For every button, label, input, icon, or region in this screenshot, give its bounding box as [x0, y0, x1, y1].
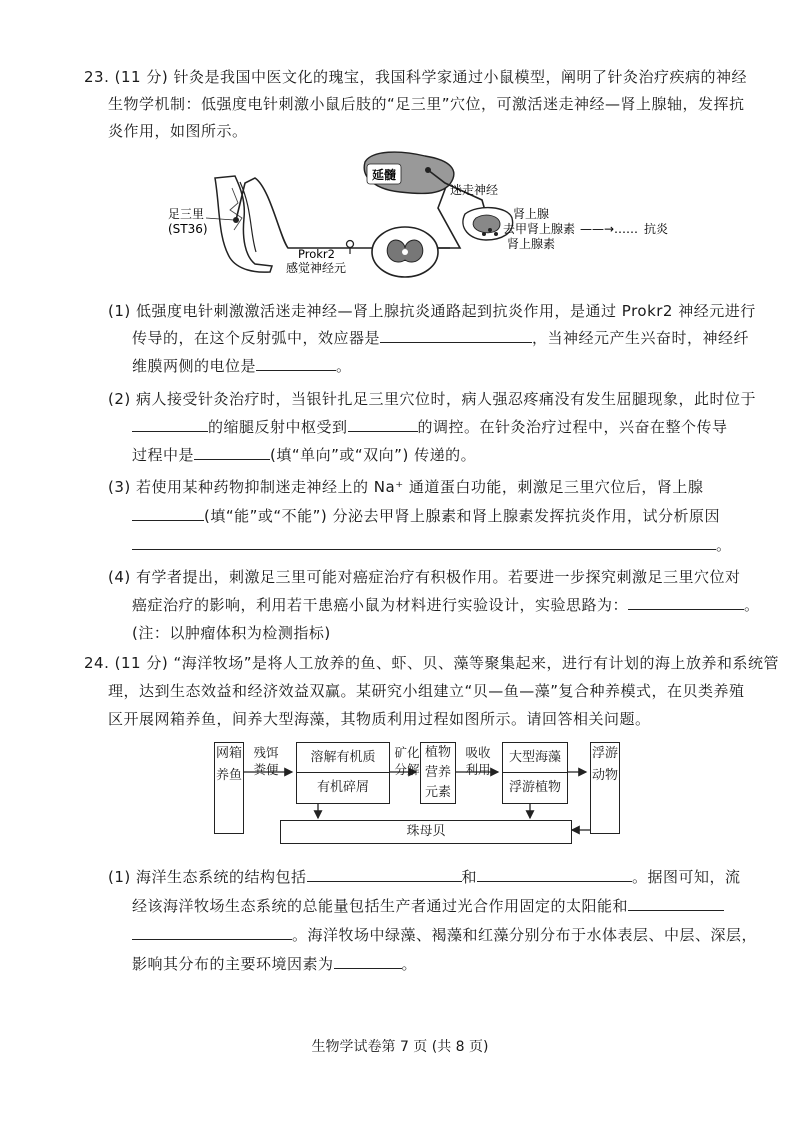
q23-p4-line2 — [132, 594, 760, 616]
q23-p3-line2 — [132, 505, 720, 527]
q23-p2-line1: (2) 病人接受针灸治疗时，当银针扎足三里穴位时，病人强忍疼痛没有发生屈腿现象，此时位于 — [108, 390, 757, 408]
box-zooplankton: 浮游动物 — [590, 742, 620, 834]
q24-p1-line4 — [132, 953, 417, 975]
adrenal-label: 肾上腺 — [513, 207, 550, 221]
sensory-neuron-label: 感觉神经元 — [286, 261, 347, 275]
answer-blank-experiment-design[interactable] — [628, 594, 744, 610]
anti-inflammation-label: 抗炎 — [644, 222, 669, 236]
q23-p2-line3-text-a: 过程中是 — [132, 446, 195, 464]
answer-blank-reason[interactable] — [132, 534, 716, 550]
arrow-label-mineralization: 矿化 分解 — [394, 745, 420, 777]
zusanli-label: 足三里 — [168, 207, 205, 221]
spinal-cord-section — [372, 227, 438, 277]
answer-blank-structure-2[interactable] — [477, 866, 632, 882]
arrow-label-residue: 残饵 粪便 — [253, 745, 279, 777]
box-cage-fish: 网箱养鱼 — [214, 742, 244, 834]
answer-blank-reflex-center[interactable] — [132, 416, 208, 432]
q23-p4-line2-text-a: 癌症治疗的影响，利用若干患癌小鼠为材料进行实验设计，实验思路为： — [132, 596, 629, 614]
vagus-label: 迷走神经 — [450, 183, 499, 197]
answer-blank-structure-1[interactable] — [307, 866, 462, 882]
answer-blank-effector[interactable] — [380, 327, 532, 343]
q23-p1-line2-text-a: 传导的，在这个反射弧中，效应器是 — [132, 329, 381, 347]
q24-p1-line1-text-a: (1) 海洋生态系统的结构包括 — [108, 868, 307, 886]
st36-label: (ST36) — [168, 222, 208, 236]
q23-p1-line3 — [132, 355, 352, 377]
epinephrine-label: 肾上腺素 — [507, 237, 556, 251]
answer-blank-direction[interactable] — [194, 444, 270, 460]
box-organic-detritus: 有机碎屑 — [316, 780, 369, 795]
acupuncture-pathway-figure — [160, 148, 720, 288]
norepinephrine-label: 去甲肾上腺素 — [503, 222, 576, 236]
q24-p1-line1-text-b: 和 — [461, 868, 478, 886]
q23-p1-line3-text-b: 。 — [336, 357, 352, 375]
q23-p3-line3-text-b: 。 — [716, 536, 732, 554]
q23-p1-line2 — [132, 327, 749, 349]
q24-intro-line1: 24. (11 分) “海洋牧场”是将人工放养的鱼、虾、贝、藻等聚集起来，进行有计划的海上放养和系统管 — [84, 654, 779, 672]
q23-p2-line3-text-b: (填“单向”或“双向”) 传递的。 — [270, 446, 477, 464]
pathway-arrow: ——→…… — [580, 222, 639, 236]
prokr2-label: Prokr2 — [298, 247, 335, 261]
q23-p2-line2-text-a: 的缩腿反射中枢受到 — [208, 418, 348, 436]
answer-blank-membrane-potential[interactable] — [256, 355, 336, 371]
answer-blank-environment-factor[interactable] — [334, 953, 402, 969]
q24-intro-line3: 区开展网箱养鱼，间养大型海藻，其物质利用过程如图所示。请回答相关问题。 — [108, 710, 651, 728]
q23-p4-note: (注：以肿瘤体积为检测指标) — [132, 624, 331, 642]
q23-p1-line2-text-b: ，当神经元产生兴奋时，神经纤 — [532, 329, 750, 347]
box-pearl-oyster: 珠母贝 — [280, 820, 572, 844]
q23-p2-line2-text-b: 的调控。在针灸治疗过程中，兴奋在整个传导 — [417, 418, 728, 436]
q23-p4-line2-text-b: 。 — [744, 596, 760, 614]
q23-p1-line3-text-a: 维膜两侧的电位是 — [132, 357, 257, 375]
answer-blank-total-energy-cont[interactable] — [132, 924, 292, 940]
q23-intro-line3: 炎作用，如图所示。 — [108, 122, 248, 140]
q24-p1-line2 — [132, 895, 724, 917]
q23-intro-line2: 生物学机制：低强度电针刺激小鼠后肢的“足三里”穴位，可激活迷走神经—肾上腺轴，发挥抗 — [108, 95, 745, 113]
box-macroalgae: 大型海藻 — [503, 743, 567, 773]
q24-p1-line3 — [132, 924, 757, 946]
q24-p1-line2-text-a: 经该海洋牧场生态系统的总能量包括生产者通过光合作用固定的太阳能和 — [132, 897, 629, 915]
q23-p2-line3 — [132, 444, 476, 466]
q23-p3-line2-text-b: (填“能”或“不能”) 分泌去甲肾上腺素和肾上腺素发挥抗炎作用，试分析原因 — [204, 507, 721, 525]
arrow-label-absorption: 吸收 利用 — [465, 745, 491, 777]
q23-p1-line1: (1) 低强度电针刺激激活迷走神经—肾上腺抗炎通路起到抗炎作用，是通过 Prokr2 神经元进行 — [108, 302, 756, 320]
q24-intro-line2: 理，达到生态效益和经济效益双赢。某研究小组建立“贝—鱼—藻”复合种养模式，在贝类养殖 — [108, 682, 745, 700]
q24-p1-line1-text-c: 。据图可知，流 — [632, 868, 741, 886]
medulla-label: 延髓 — [371, 168, 397, 182]
q24-p1-line3-text-b: 。海洋牧场中绿藻、褐藻和红藻分别分布于水体表层、中层、深层， — [292, 926, 758, 944]
q23-p4-line1: (4) 有学者提出，刺激足三里可能对癌症治疗有积极作用。若要进一步探究刺激足三里穴位对 — [108, 568, 741, 586]
box-dissolved-organic-matter: 溶解有机质 — [297, 743, 389, 773]
box-organic-group — [296, 742, 390, 804]
answer-blank-total-energy[interactable] — [628, 895, 724, 911]
q24-p1-line4-text-a: 影响其分布的主要环境因素为 — [132, 955, 334, 973]
q23-p2-line2 — [132, 416, 728, 438]
box-plant-nutrients: 植物营养元素 — [420, 742, 456, 804]
material-flow-diagram — [200, 738, 620, 848]
q23-intro-line1: 23. (11 分) 针灸是我国中医文化的瑰宝，我国科学家通过小鼠模型，阐明了针灸治疗疾病的神经 — [84, 68, 747, 86]
box-phytoplankton: 浮游植物 — [508, 780, 561, 795]
box-producers-group — [502, 742, 568, 804]
answer-blank-regulation[interactable] — [348, 416, 418, 432]
answer-blank-can-cannot[interactable] — [132, 505, 204, 521]
q23-p3-line1: (3) 若使用某种药物抑制迷走神经上的 Na⁺ 通道蛋白功能，刺激足三里穴位后，肾上腺 — [108, 478, 704, 496]
q24-p1-line4-text-b: 。 — [401, 955, 418, 973]
page-footer: 生物学试卷第 7 页 (共 8 页) — [311, 1039, 489, 1055]
medulla-oblongata — [364, 152, 454, 193]
q23-p3-line3 — [132, 534, 732, 556]
q24-p1-line1 — [108, 866, 741, 888]
